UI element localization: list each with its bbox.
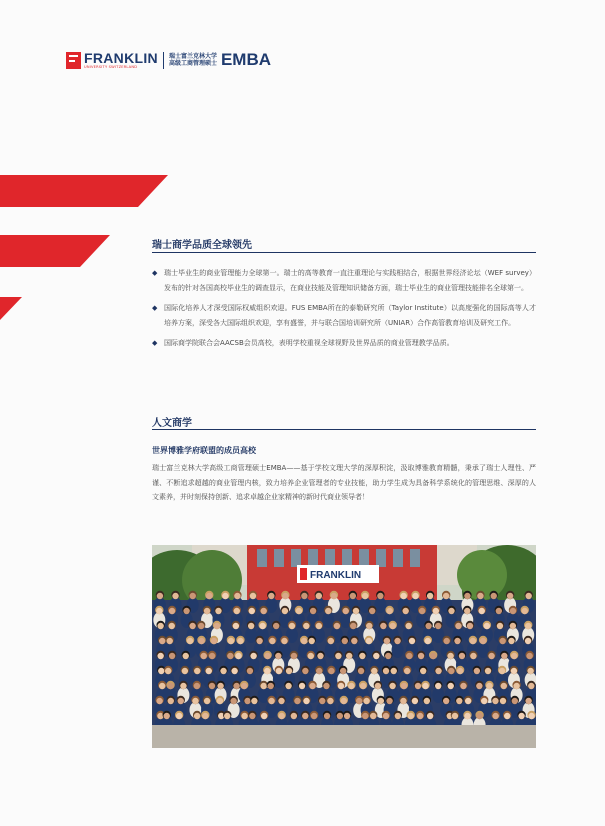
quality-bullet-list [152,266,536,357]
group-photo [152,545,536,748]
program-line-2: 高级工商管理硕士 [168,60,217,67]
program-badge: EMBA [220,50,272,69]
program-line-1: 瑞士富兰克林大学 [168,52,217,60]
alliance-subtitle: 世界博雅学府联盟的成员高校 [152,446,256,455]
bullet-item: ◆ 国际化培养人才深受国际权威组织欢迎。FUS EMBA所在的泰勒研究所（Taylor Institute）以高度强化的国际高等人才培养方案，深受各大国际组织欢迎，享有盛誉，并与联合国培训研究所（UNIAR）合作高管教育培训及研究工作。 [152,301,536,330]
section-rule-2 [152,429,536,430]
section-title-humanities: 人文商学 [152,418,192,429]
humanities-paragraph: 瑞士富兰克林大学高级工商管理硕士EMBA——基于学校文理大学的深厚积淀，汲取博雅教育精髓，秉承了瑞士人理性、严谨、不断追求超越的商业管理内核，致力培养企业管理者的专业技能，助力学生成为具备科学系统化的管理思维、深厚的人文素养，并时刻保持创新、追求卓越企业家精神的新时代商业领导者！ [152,464,536,501]
photo-sign-text: FRANKLIN [310,570,362,581]
section-title-quality: 瑞士商学品质全球领先 [152,240,252,251]
stripe-2 [0,235,110,267]
brand-name: FRANKLIN [84,49,158,66]
stripe-1 [0,175,168,207]
stripe-3 [0,297,22,320]
bullet-item: ◆ 国际商学院联合会AACSB会员高校，表明学校重视全球视野及世界品质的商业管理教学品质。 [152,336,536,351]
section-rule-1 [152,252,536,253]
bullet-item: ◆ 瑞士毕业生的商业管理能力全球第一。瑞士的高等教育一直注重理论与实践相结合，根据世界经济论坛（WEF survey）发布的针对各国高校毕业生的调查显示，在商业技能及管理知识储备方面，瑞士毕业生的商业管理技能排名全球第一。 [152,266,536,295]
brand-subtitle: UNIVERSITY SWITZERLAND [84,64,138,69]
